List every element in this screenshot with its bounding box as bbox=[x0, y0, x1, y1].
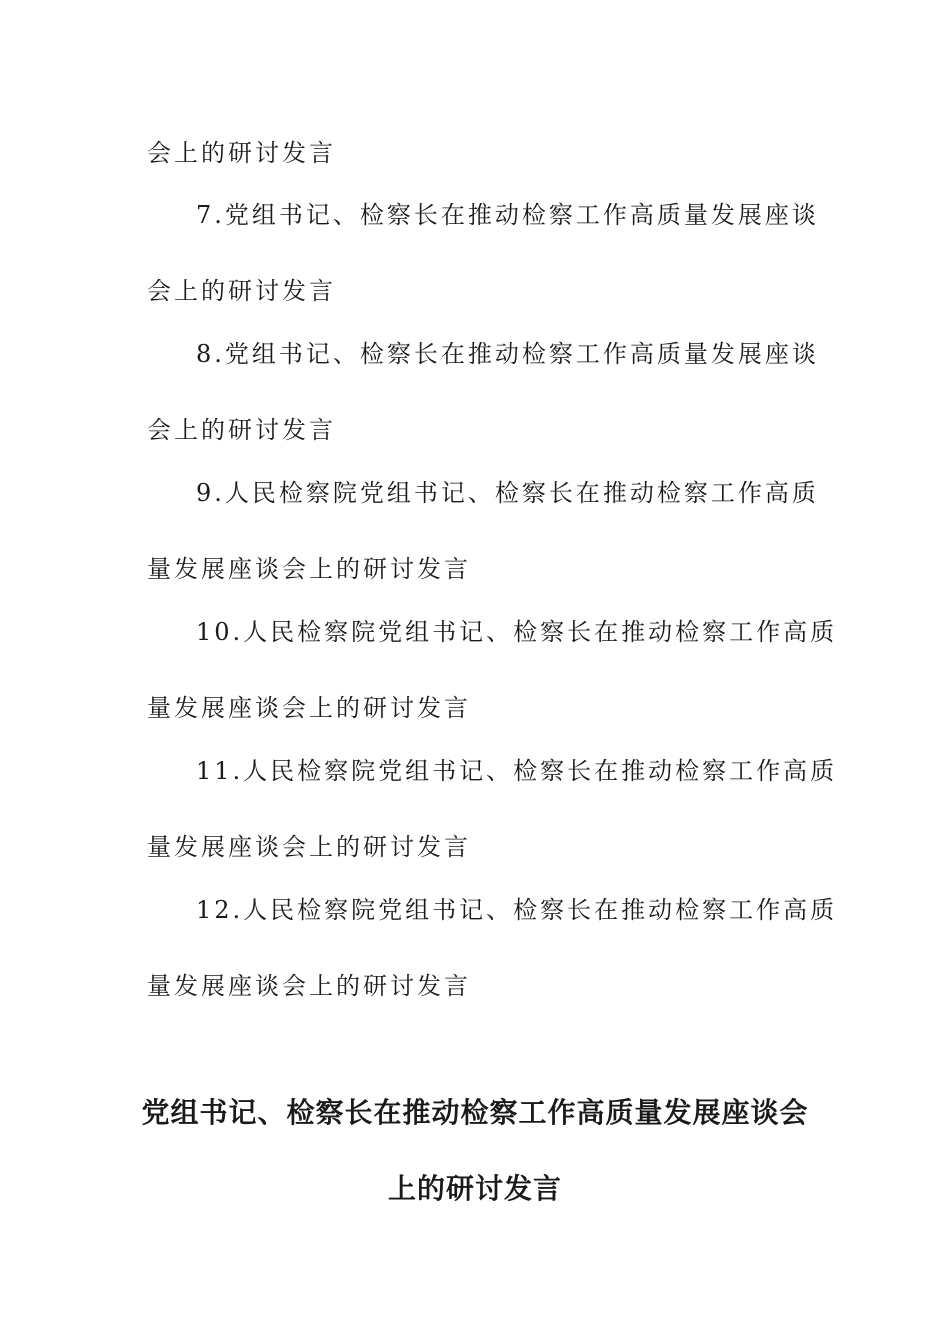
title-line-2: 上的研讨发言 bbox=[387, 1172, 562, 1205]
toc-line: 量发展座谈会上的研讨发言 bbox=[147, 555, 471, 583]
toc-line: 8.党组书记、检察长在推动检察工作高质量发展座谈 bbox=[196, 340, 819, 368]
title-line-1: 党组书记、检察长在推动检察工作高质量发展座谈会 bbox=[141, 1096, 809, 1129]
toc-line: 量发展座谈会上的研讨发言 bbox=[147, 694, 471, 722]
toc-line: 12.人民检察院党组书记、检察长在推动检察工作高质 bbox=[196, 896, 838, 924]
toc-line: 10.人民检察院党组书记、检察长在推动检察工作高质 bbox=[196, 618, 838, 646]
toc-line: 量发展座谈会上的研讨发言 bbox=[147, 972, 471, 1000]
toc-line: 9.人民检察院党组书记、检察长在推动检察工作高质 bbox=[196, 479, 819, 507]
toc-line: 7.党组书记、检察长在推动检察工作高质量发展座谈 bbox=[196, 201, 819, 229]
toc-line: 会上的研讨发言 bbox=[147, 139, 336, 167]
toc-line: 量发展座谈会上的研讨发言 bbox=[147, 833, 471, 861]
toc-line: 会上的研讨发言 bbox=[147, 416, 336, 444]
toc-line: 会上的研讨发言 bbox=[147, 277, 336, 305]
toc-line: 11.人民检察院党组书记、检察长在推动检察工作高质 bbox=[196, 757, 838, 785]
